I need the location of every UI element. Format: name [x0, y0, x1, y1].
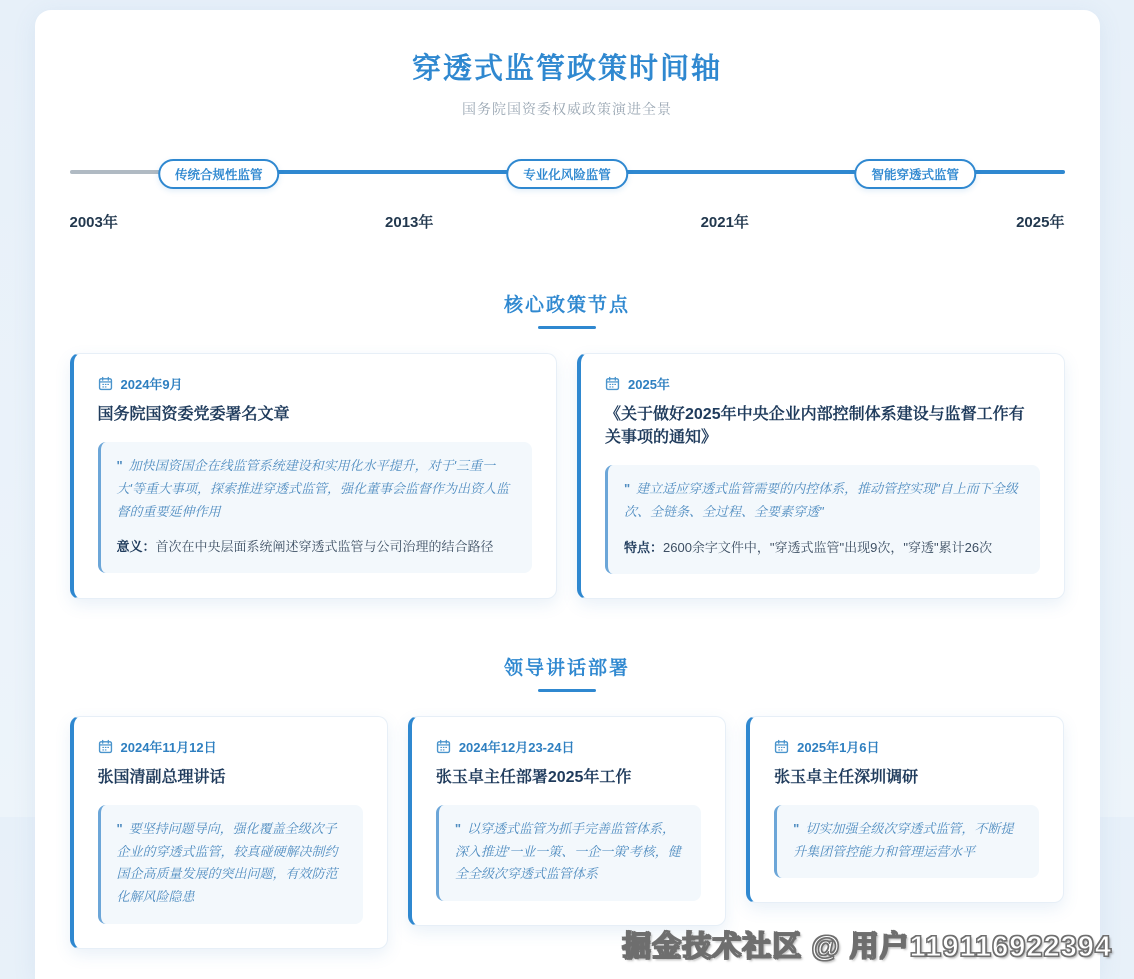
leader-card-zhangyuzhuo-deploy	[408, 716, 726, 926]
card-title: 《关于做好2025年中央企业内部控制体系建设与监督工作有关事项的通知》	[605, 406, 1025, 447]
meta-line	[117, 537, 517, 558]
quote-mark-icon: "	[454, 820, 461, 836]
quote-paragraph	[624, 478, 1024, 524]
calendar-icon	[98, 739, 113, 754]
section-title: 领导讲话部署	[503, 657, 630, 679]
card-date: 2024年12月23-24日	[458, 739, 575, 755]
section-heading-policy	[70, 290, 1065, 329]
card-title: 张玉卓主任深圳调研	[774, 768, 919, 786]
heading-underline	[538, 326, 596, 329]
calendar-icon	[436, 739, 451, 754]
quote-box	[774, 805, 1039, 879]
leader-card-zhangyuzhuo-shenzhen	[746, 716, 1064, 904]
quote-box	[605, 465, 1040, 573]
timeline-stage-professional: 专业化风险监管	[506, 159, 628, 189]
quote-paragraph	[455, 818, 685, 886]
quote-text: 切实加强全级次穿透式监管，不断提升集团管控能力和管理运营水平	[793, 820, 1014, 859]
section-core-policies	[70, 290, 1065, 599]
card-date-row	[605, 374, 1040, 393]
page-subtitle: 国务院国资委权威政策演进全景	[462, 101, 672, 117]
meta-label: 特点：	[624, 539, 664, 555]
heading-underline	[538, 689, 596, 692]
quote-mark-icon: "	[116, 458, 123, 474]
meta-text: 首次在中央层面系统阐述穿透式监管与公司治理的结合路径	[155, 539, 494, 555]
quote-mark-icon: "	[116, 820, 123, 836]
quote-text: 以穿透式监管为抓手完善监管体系，深入推进'一业一策、一企一策'考核，健全全级次穿透式监管体系	[454, 820, 681, 882]
timeline-year-2021: 2021年	[700, 214, 749, 231]
watermark: 掘金技术社区 @ 用户119116922394	[622, 931, 1112, 963]
timeline-years	[70, 211, 1065, 232]
quote-text: 加快国资国企在线监管系统建设和实用化水平提升，对于'三重一大'等重大事项，探索推进穿透式监管，强化董事会监督作为出资人监督的重要延伸作用	[116, 458, 509, 519]
quote-paragraph	[117, 455, 517, 523]
quote-box	[98, 442, 533, 573]
card-title: 国务院国资委党委署名文章	[97, 406, 290, 423]
main-card	[35, 10, 1100, 979]
section-title: 核心政策节点	[503, 295, 630, 316]
quote-box	[436, 805, 701, 901]
timeline-stage-intelligent: 智能穿透式监管	[854, 159, 976, 189]
timeline-year-2025: 2025年	[1016, 214, 1065, 231]
policy-card-2025	[577, 353, 1065, 599]
card-date: 2024年9月	[120, 377, 183, 392]
quote-text: 建立适应穿透式监管需要的内控体系，推动管控实现"自上而下全级次、全链条、全过程、全要素穿透"	[624, 481, 1018, 520]
calendar-icon	[98, 376, 113, 391]
card-date: 2024年11月12日	[120, 739, 217, 755]
section-heading-leaders	[70, 653, 1065, 692]
meta-text: 2600余字文件中，"穿透式监管"出现9次，"穿透"累计26次	[663, 539, 993, 555]
timeline-year-2013: 2013年	[385, 214, 434, 231]
section-leader-speeches	[70, 653, 1065, 949]
quote-mark-icon: "	[793, 820, 800, 836]
quote-box	[98, 805, 363, 924]
card-date-row	[98, 374, 533, 393]
meta-line	[624, 538, 1024, 559]
card-date-row	[774, 737, 1039, 756]
card-date: 2025年1月6日	[797, 739, 880, 755]
timeline-year-2003: 2003年	[69, 214, 118, 231]
leader-card-zhangguoqing	[70, 716, 388, 949]
card-date-row	[98, 737, 363, 756]
card-date-row	[436, 737, 701, 756]
calendar-icon	[774, 739, 789, 754]
page-header	[70, 46, 1065, 119]
timeline	[70, 159, 1065, 185]
quote-paragraph	[117, 818, 347, 909]
policy-card-2024-09	[70, 353, 558, 599]
calendar-icon	[605, 376, 620, 391]
timeline-stage-traditional: 传统合规性监管	[158, 159, 280, 189]
quote-paragraph	[793, 818, 1023, 864]
quote-mark-icon: "	[624, 481, 631, 497]
page-title: 穿透式监管政策时间轴	[411, 53, 722, 85]
quote-text: 要坚持问题导向，强化覆盖全级次子企业的穿透式监管，较真碰硬解决制约国企高质量发展的突出问题，有效防范化解风险隐患	[116, 820, 338, 905]
card-title: 张国清副总理讲话	[97, 768, 226, 786]
meta-label: 意义：	[116, 539, 156, 555]
policy-cards-row	[70, 353, 1065, 599]
card-date: 2025年	[628, 377, 670, 392]
card-title: 张玉卓主任部署2025年工作	[435, 768, 632, 786]
leader-cards-row	[70, 716, 1065, 949]
